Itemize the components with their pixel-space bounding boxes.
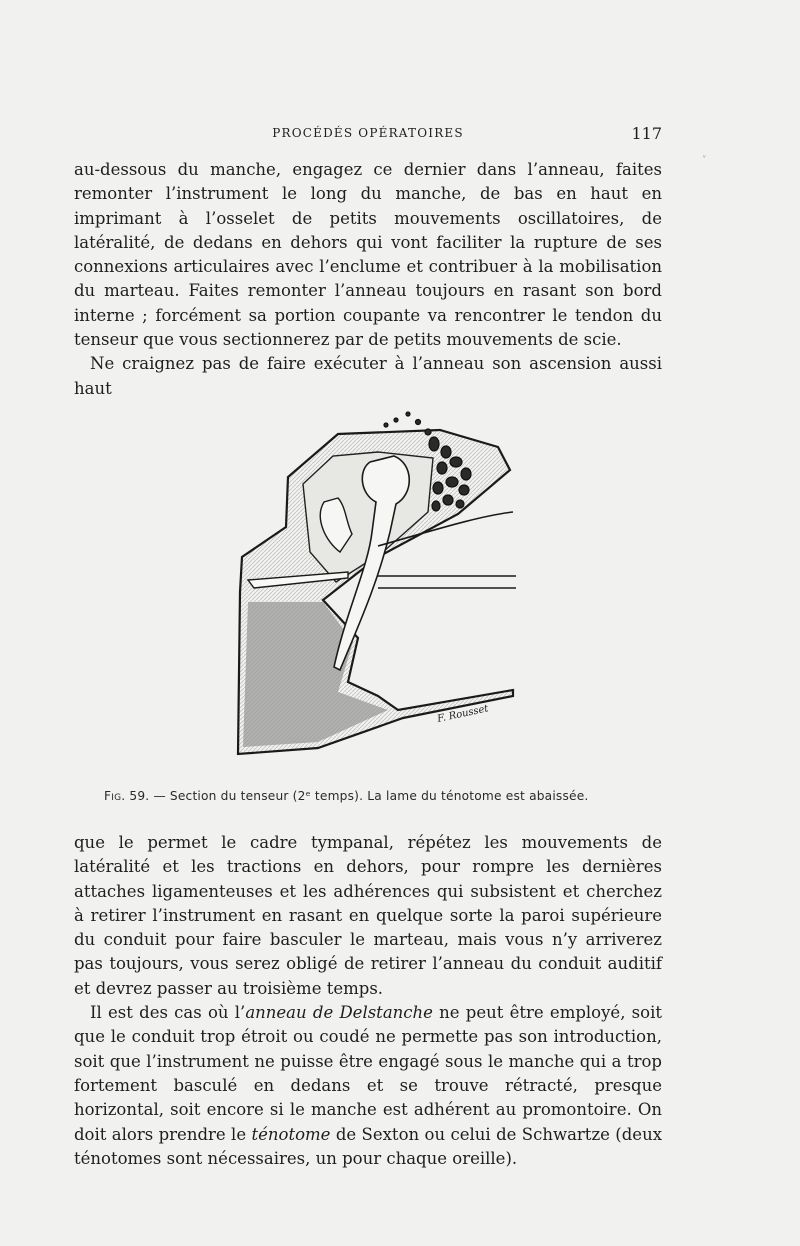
paragraph-continued: que le permet le cadre tympanal, répétez les mouvements de latéralité et les tractions en dehors, pour rompre les dernières attaches ligamenteuses et les adhérences qui subsistent et cherchez à retirer l’instrument en rasant en quelque sorte la paroi supérieure du conduit pour faire basculer le marteau, mais vous n’y arriverez pas toujours, vous serez obligé de retirer l’anneau du conduit auditif et devrez passer au troisième temps. <box>74 833 662 998</box>
paragraph <box>74 1001 662 1171</box>
paragraph-continued: au-dessous du manche, engagez ce dernier dans l’anneau, faites remonter l’instrument le long du manche, de bas en haut en imprimant à l’osselet de petits mouvements oscillatoires, de latéralité, de dedans en dehors qui vont faciliter la rupture de ses connexions articulaires avec l’enclume et contribuer à la mobilisation du marteau. Faites remonter l’anneau toujours en rasant son bord interne ; forcément sa portion coupante va rencontrer le tendon du tenseur que vous sectionnerez par de petits mouvements de scie. <box>74 160 662 350</box>
caption-label: Fig. 59. <box>104 789 150 803</box>
text-run: ne peut être employé, soit que le conduit trop étroit ou coudé ne permette pas son introduction, soit que l’instrument ne puisse être engagé sous le manche qui a trop fortement basculé en dedans et se trouve rétracté, presque horizontal, soit encore si le manche est adhérent au promontoire. On doit alors prendre le <box>74 1003 662 1144</box>
italic-term: anneau de Delstanche <box>245 1003 433 1023</box>
page-number: 117 <box>631 124 662 143</box>
italic-term: ténotome <box>251 1124 331 1144</box>
text-run: Il est des cas où l’ <box>90 1003 246 1023</box>
paragraph: Ne craignez pas de faire exécuter à l’anneau son ascension aussi haut <box>74 354 662 398</box>
margin-mark: ˅ <box>702 156 707 166</box>
text-block-top <box>74 158 662 401</box>
artist-signature: F. Rousset <box>436 703 490 725</box>
text-block-bottom <box>74 831 662 1171</box>
running-head: PROCÉDÉS OPÉRATOIRES <box>272 126 464 140</box>
figure-caption <box>104 789 664 803</box>
ear-section-illustration <box>228 392 528 772</box>
figure-ear-section <box>228 392 528 772</box>
caption-text: — Section du tenseur (2ᵉ temps). La lame du ténotome est abaissée. <box>149 789 589 803</box>
text-run: de Sexton ou celui de Schwartze (deux ténotomes sont nécessaires, un pour chaque oreille). <box>74 1124 662 1168</box>
page-header <box>74 126 662 148</box>
